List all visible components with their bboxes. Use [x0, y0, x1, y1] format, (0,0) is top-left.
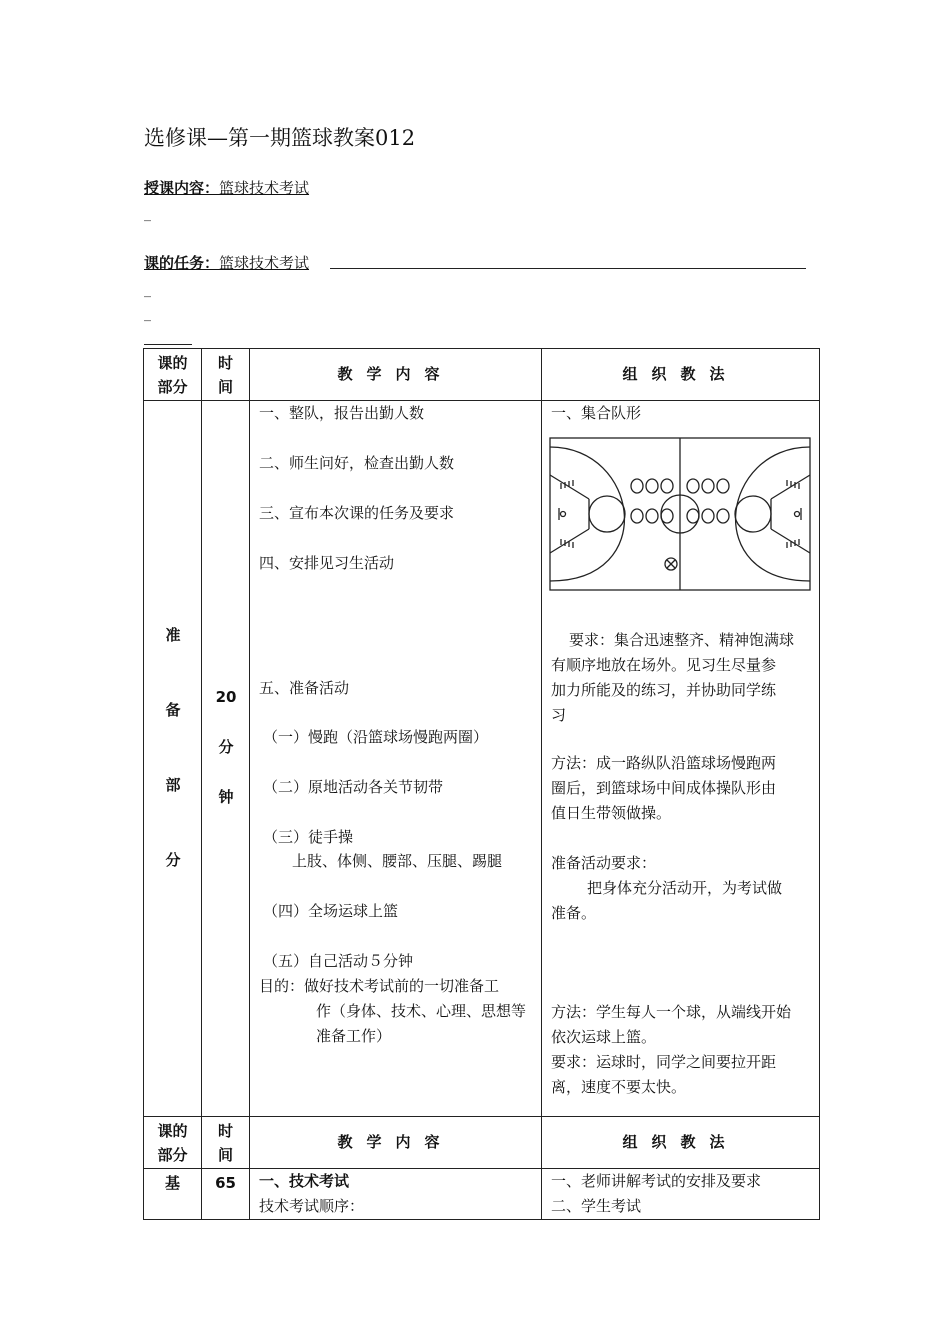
content-line: （三）徒手操 [263, 828, 354, 846]
header-part-text: 课的部分 [157, 353, 188, 396]
method-line: 方法：成一路纵队沿篮球场慢跑两 [551, 754, 777, 772]
content-line [144, 177, 309, 198]
header-content-text: 教学内容 [337, 365, 454, 383]
task-value: 篮球技术考试 [219, 254, 310, 272]
content-line: 三、宣布本次课的任务及要求 [259, 504, 455, 522]
header-part [144, 349, 202, 401]
dash-2: _ [144, 282, 151, 298]
prep-time-char: 分 [218, 738, 234, 756]
content-label: 授课内容： [144, 179, 220, 197]
method-line: 有顺序地放在场外。见习生尽量参 [551, 656, 777, 674]
method-line: 依次运球上篮。 [551, 1028, 657, 1046]
header-time [202, 349, 250, 401]
teacher-marker [665, 558, 677, 570]
basic-content-cell [250, 1169, 542, 1220]
method-line: 一、集合队形 [551, 404, 642, 422]
dash-3: _ [144, 306, 151, 322]
method-line: 值日生带领做操。 [551, 804, 672, 822]
content-line: （一）慢跑（沿篮球场慢跑两圈） [263, 728, 489, 746]
header-time [202, 1117, 250, 1169]
prep-part-cell [144, 401, 202, 1117]
short-rule [144, 344, 192, 345]
task-line [144, 252, 309, 273]
prep-content-cell [250, 401, 542, 1117]
lesson-plan-table [143, 348, 820, 1220]
prep-time-char: 钟 [218, 788, 234, 806]
right-free-throw-circle [735, 496, 771, 532]
content-value: 篮球技术考试 [219, 179, 310, 197]
dash-1: _ [144, 206, 151, 222]
basic-time: 65 [215, 1174, 236, 1192]
basketball-court-diagram [549, 437, 811, 591]
method-line: 方法：学生每人一个球，从端线开始 [551, 1003, 792, 1021]
basic-row [144, 1169, 820, 1220]
task-label: 课的任务： [144, 254, 220, 272]
prep-part-char: 分 [165, 851, 181, 869]
prep-part-char: 准 [165, 626, 181, 644]
content-line: （五）自己活动５分钟 [263, 952, 414, 970]
method-line: 要求：集合迅速整齐、精神饱满球 [569, 631, 795, 649]
content-line: 一、整队，报告出勤人数 [259, 404, 425, 422]
header-content [250, 349, 542, 401]
method-line: 要求：运球时，同学之间要拉开距 [551, 1053, 777, 1071]
header-method [542, 1117, 820, 1169]
basic-part-char: 基 [164, 1174, 180, 1192]
task-underline [330, 268, 806, 269]
content-line: 准备工作） [316, 1027, 392, 1045]
content-line: 五、准备活动 [259, 679, 350, 697]
method-line: 习 [551, 706, 567, 724]
prep-part-char: 部 [165, 776, 181, 794]
basic-time-cell [202, 1169, 250, 1220]
method-line: 准备活动要求： [551, 854, 657, 872]
right-three-point-arc [736, 447, 810, 581]
content-line: 目的：做好技术考试前的一切准备工 [259, 977, 500, 995]
basic-method-cell [542, 1169, 820, 1220]
basic-content-line: 一、技术考试 [259, 1172, 350, 1190]
prep-time-char: 20 [215, 688, 237, 706]
left-free-throw-circle [589, 496, 625, 532]
header-time-text: 时间 [217, 1121, 233, 1164]
prep-method-cell [542, 401, 820, 1117]
basic-content-line: 技术考试顺序： [259, 1197, 365, 1215]
basic-method-line: 二、学生考试 [551, 1197, 642, 1215]
header-content-text: 教学内容 [337, 1133, 454, 1151]
prep-row [144, 401, 820, 1117]
header-method-text: 组织教法 [622, 365, 739, 383]
prep-part-char: 备 [165, 701, 181, 719]
content-line: 四、安排见习生活动 [259, 554, 395, 572]
content-line: 上肢、体侧、腰部、压腿、踢腿 [292, 852, 503, 870]
method-line: 把身体充分活动开，为考试做 [587, 879, 783, 897]
header-time-text: 时间 [217, 353, 233, 396]
header-row [144, 349, 820, 401]
left-three-point-arc [550, 447, 624, 581]
basic-part-cell [144, 1169, 202, 1220]
header-method-text: 组织教法 [622, 1133, 739, 1151]
header-method [542, 349, 820, 401]
header-content [250, 1117, 542, 1169]
basic-method-line: 一、老师讲解考试的安排及要求 [551, 1172, 762, 1190]
content-line: （四）全场运球上篮 [263, 902, 399, 920]
method-line: 准备。 [551, 904, 597, 922]
header-part [144, 1117, 202, 1169]
document-title: 选修课—第一期篮球教案012 [144, 126, 416, 150]
content-line: （二）原地活动各关节韧带 [263, 778, 444, 796]
prep-time-cell [202, 401, 250, 1117]
content-line: 二、师生问好，检查出勤人数 [259, 454, 455, 472]
content-line: 作（身体、技术、心理、思想等 [316, 1002, 527, 1020]
method-line: 圈后，到篮球场中间成体操队形由 [551, 779, 777, 797]
header-part-text: 课的部分 [157, 1121, 188, 1164]
header-row-repeat [144, 1117, 820, 1169]
method-line: 加力所能及的练习，并协助同学练 [551, 681, 777, 699]
method-line: 离，速度不要太快。 [551, 1078, 687, 1096]
